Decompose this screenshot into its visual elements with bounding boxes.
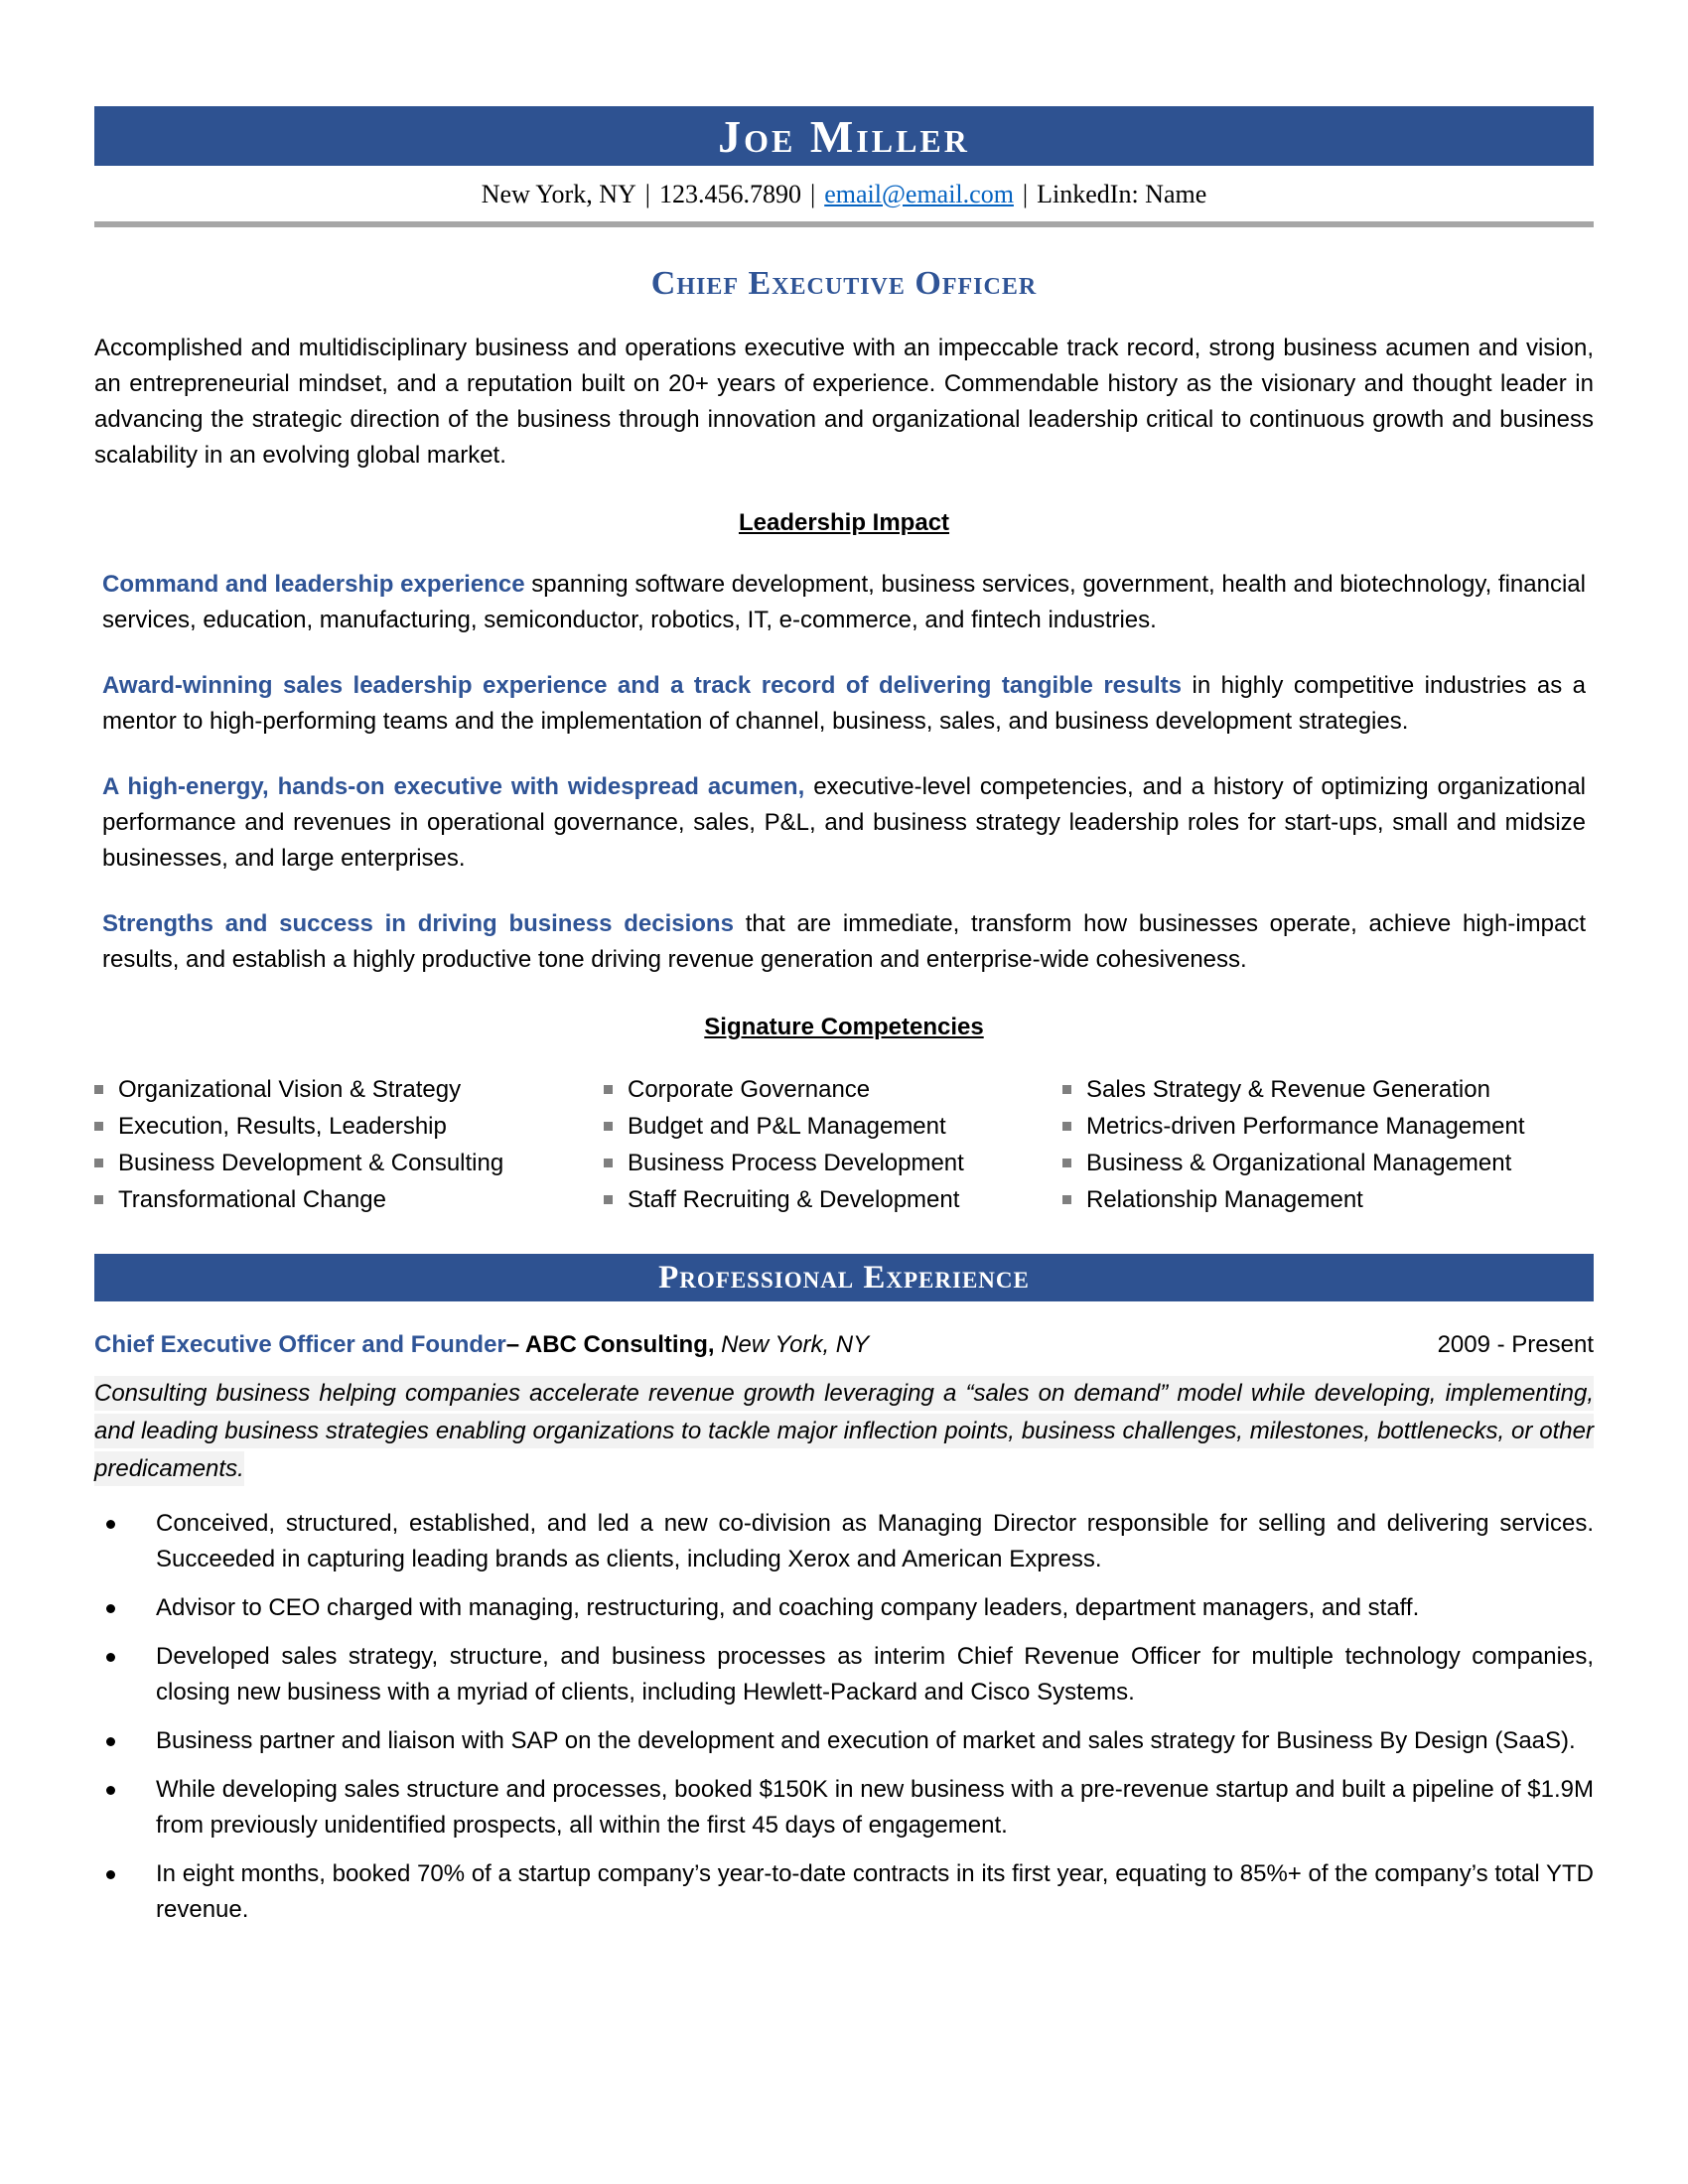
resume-role-title: Chief Executive Officer [650, 265, 1038, 302]
job-bullet [94, 1639, 1594, 1710]
bullet-icon [106, 1786, 115, 1795]
competencies-grid [94, 1071, 1594, 1218]
competency-item [604, 1145, 1062, 1181]
bullet-icon [106, 1870, 115, 1879]
competency-item [94, 1108, 604, 1145]
impact-lead-text: Command and leadership experience [102, 571, 525, 598]
competency-label: Business Process Development [628, 1150, 964, 1176]
square-bullet-icon [94, 1085, 103, 1094]
impact-paragraph [94, 769, 1594, 877]
square-bullet-icon [604, 1122, 613, 1131]
square-bullet-icon [94, 1195, 103, 1204]
job-company: ABC Consulting, [524, 1331, 715, 1358]
competency-label: Metrics-driven Performance Management [1086, 1113, 1525, 1140]
name-banner [94, 106, 1594, 166]
email-link[interactable]: email@email.com [824, 180, 1014, 208]
competency-item [94, 1071, 604, 1108]
square-bullet-icon [94, 1159, 103, 1167]
job-bullet-text: Advisor to CEO charged with managing, restructuring, and coaching company leaders, department managers, and staff. [156, 1594, 1420, 1621]
competency-label: Corporate Governance [628, 1076, 871, 1103]
square-bullet-icon [94, 1122, 103, 1131]
bullet-icon [106, 1653, 115, 1662]
job-title-separator: – [505, 1331, 525, 1358]
competency-item [1062, 1181, 1594, 1218]
bullet-icon [106, 1604, 115, 1613]
square-bullet-icon [1062, 1122, 1071, 1131]
competencies-column-3 [1062, 1071, 1594, 1218]
competency-label: Budget and P&L Management [628, 1113, 946, 1140]
competency-item [604, 1108, 1062, 1145]
impact-paragraph [94, 668, 1594, 740]
bullet-icon [106, 1520, 115, 1529]
summary-paragraph: Accomplished and multidisciplinary business and operations executive with an impeccable track record, strong business acumen and vision, an entrepreneurial mindset, and a reputation built on 20+ years of experience. Commendable history as the visionary and thought leader in advancing the strategic direction of the business through innovation and organizational leadership critical to continuous growth and business scalability in an evolving global market. [94, 335, 1594, 469]
experience-banner [94, 1254, 1594, 1301]
job-bullet-text: Conceived, structured, established, and led a new co-division as Managing Director responsible for selling and delivering services. Succeeded in capturing leading brands as clients, including Xerox and American Express. [156, 1510, 1594, 1572]
header-divider-rule [94, 221, 1594, 227]
impact-body-text: in highly competitive industries as a mentor to high-performing teams and the implementation of channel, business, sales, and business development strategies. [102, 672, 1587, 735]
signature-competencies-heading: Signature Competencies [704, 1014, 984, 1040]
square-bullet-icon [604, 1085, 613, 1094]
job-bullet [94, 1723, 1594, 1759]
job-bullet [94, 1856, 1594, 1928]
competency-item [604, 1181, 1062, 1218]
competency-item [94, 1145, 604, 1181]
competency-label: Sales Strategy & Revenue Generation [1086, 1076, 1490, 1103]
impact-paragraph [94, 567, 1594, 638]
job-bullet-text: In eight months, booked 70% of a startup company’s year-to-date contracts in its first year, equating to 85%+ of the company’s total YTD revenue. [156, 1860, 1594, 1923]
impact-body-text: spanning software development, business services, government, health and biotechnology, financial services, education, manufacturing, semiconductor, robotics, IT, e-commerce, and fintech industries. [102, 571, 1586, 633]
job-bullet-text: Developed sales strategy, structure, and business processes as interim Chief Revenue Officer for multiple technology companies, closing new business with a myriad of clients, including Hewlett-Packard and Cisco Systems. [156, 1643, 1594, 1706]
experience-heading: Professional Experience [658, 1259, 1030, 1296]
square-bullet-icon [1062, 1159, 1071, 1167]
bullet-icon [106, 1737, 115, 1746]
contact-linkedin: LinkedIn: Name [1037, 180, 1207, 208]
competency-label: Transformational Change [118, 1186, 386, 1213]
competency-label: Staff Recruiting & Development [628, 1186, 960, 1213]
job-bullet [94, 1506, 1594, 1577]
job-header [94, 1331, 1594, 1359]
impact-paragraph [94, 906, 1594, 978]
job-bullet-text: While developing sales structure and processes, booked $150K in new business with a pre-revenue startup and built a pipeline of $1.9M from previously unidentified prospects, all within the first 45 days of engagement. [156, 1776, 1594, 1839]
impact-lead-text: A high-energy, hands-on executive with widespread acumen, [102, 773, 805, 800]
square-bullet-icon [1062, 1195, 1071, 1204]
competency-item [94, 1181, 604, 1218]
job-title: Chief Executive Officer and Founder [94, 1331, 506, 1358]
competency-item [604, 1071, 1062, 1108]
impact-body-text: executive-level competencies, and a history of optimizing organizational performance and revenues in operational governance, sales, P&L, and business strategy leadership roles for start-ups, small and midsize businesses, and large enterprises. [102, 773, 1586, 872]
competency-label: Relationship Management [1086, 1186, 1363, 1213]
competency-item [1062, 1071, 1594, 1108]
impact-lead-text: Award-winning sales leadership experience and a track record of delivering tangible results [102, 672, 1183, 699]
job-summary [94, 1375, 1594, 1488]
leadership-impact-heading: Leadership Impact [738, 509, 950, 536]
competencies-column-1 [94, 1071, 604, 1218]
competencies-column-2 [604, 1071, 1062, 1218]
impact-body-text: that are immediate, transform how businesses operate, achieve high-impact results, and establish a highly productive tone driving revenue generation and enterprise-wide cohesiveness. [102, 910, 1587, 973]
competency-label: Business & Organizational Management [1086, 1150, 1512, 1176]
square-bullet-icon [604, 1159, 613, 1167]
job-bullet-list [94, 1506, 1594, 1928]
contact-divider: | [644, 180, 650, 208]
contact-divider: | [1022, 180, 1029, 208]
job-location: New York, NY [714, 1331, 870, 1358]
job-summary-highlighted-text: Consulting business helping companies accelerate revenue growth leveraging a “sales on demand” model while developing, implementing, and leading business strategies enabling organizations to tackle major inflection points, business challenges, milestones, bottlenecks, or other predicaments. [94, 1376, 1594, 1486]
job-bullet [94, 1772, 1594, 1843]
job-dates: 2009 - Present [1437, 1331, 1594, 1358]
job-title-line [94, 1331, 869, 1359]
contact-location: New York, NY [481, 180, 636, 208]
competency-label: Organizational Vision & Strategy [118, 1076, 462, 1103]
job-bullet-text: Business partner and liaison with SAP on the development and execution of market and sales strategy for Business By Design (SaaS). [156, 1727, 1576, 1754]
contact-info [94, 180, 1594, 209]
impact-lead-text: Strengths and success in driving business decisions [102, 910, 734, 937]
square-bullet-icon [604, 1195, 613, 1204]
square-bullet-icon [1062, 1085, 1071, 1094]
contact-divider: | [809, 180, 816, 208]
competency-label: Business Development & Consulting [118, 1150, 504, 1176]
candidate-name: Joe Miller [718, 110, 970, 162]
contact-phone: 123.456.7890 [658, 180, 801, 208]
job-bullet [94, 1590, 1594, 1626]
competency-item [1062, 1145, 1594, 1181]
competency-label: Execution, Results, Leadership [118, 1113, 447, 1140]
competency-item [1062, 1108, 1594, 1145]
